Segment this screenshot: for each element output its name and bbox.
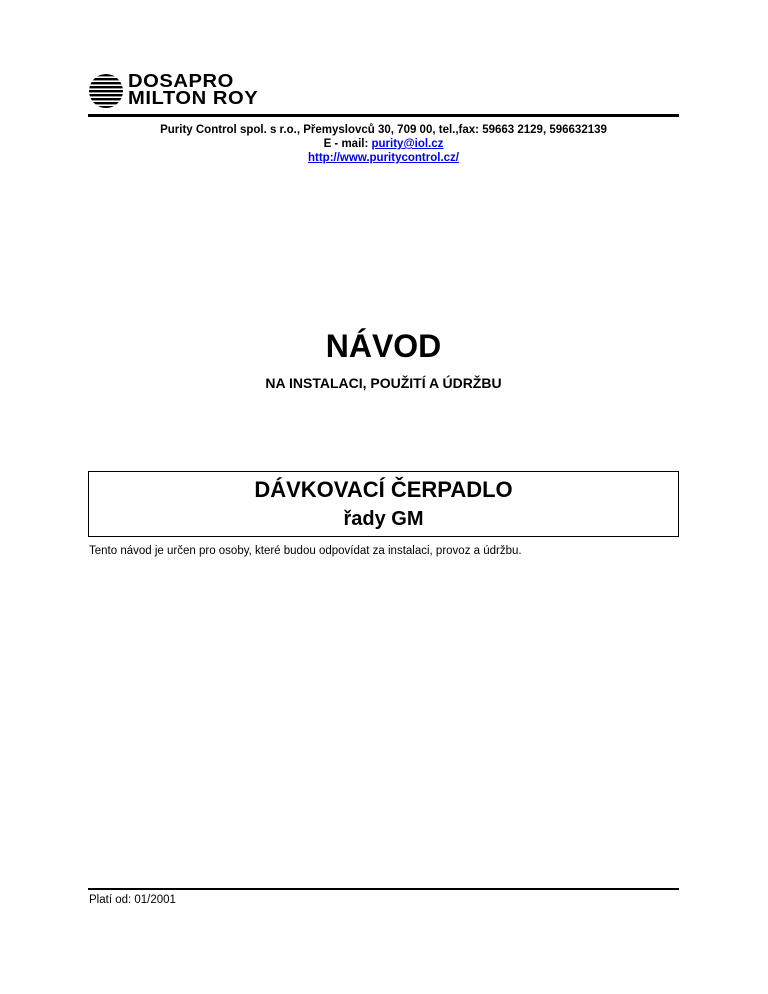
company-email-line xyxy=(88,137,679,151)
document-subtitle: NA INSTALACI, POUŽITÍ A ÚDRŽBU xyxy=(265,375,502,391)
website-link[interactable]: http://www.puritycontrol.cz/ xyxy=(308,152,459,164)
product-name: DÁVKOVACÍ ČERPADLO xyxy=(254,477,513,502)
header-divider xyxy=(88,114,679,117)
logo-line-1: DOSAPRO xyxy=(128,71,234,91)
email-link[interactable]: purity@iol.cz xyxy=(371,138,444,150)
logo-globe-icon xyxy=(88,73,124,109)
company-logo xyxy=(88,72,288,110)
company-website-line xyxy=(88,151,679,165)
document-title: NÁVOD xyxy=(325,328,442,364)
valid-from: Platí od: 01/2001 xyxy=(89,894,176,906)
footer-divider xyxy=(88,888,679,890)
logo-line-2: MILTON ROY xyxy=(128,88,259,108)
product-series: řady GM xyxy=(343,508,424,530)
product-box xyxy=(88,471,679,537)
intro-text: Tento návod je určen pro osoby, které budou odpovídat za instalaci, provoz a údržbu. xyxy=(89,545,522,557)
company-address: Purity Control spol. s r.o., Přemyslovců 30, 709 00, tel.,fax: 59663 2129, 596632139 xyxy=(160,124,607,136)
email-label: E - mail: xyxy=(323,138,372,150)
